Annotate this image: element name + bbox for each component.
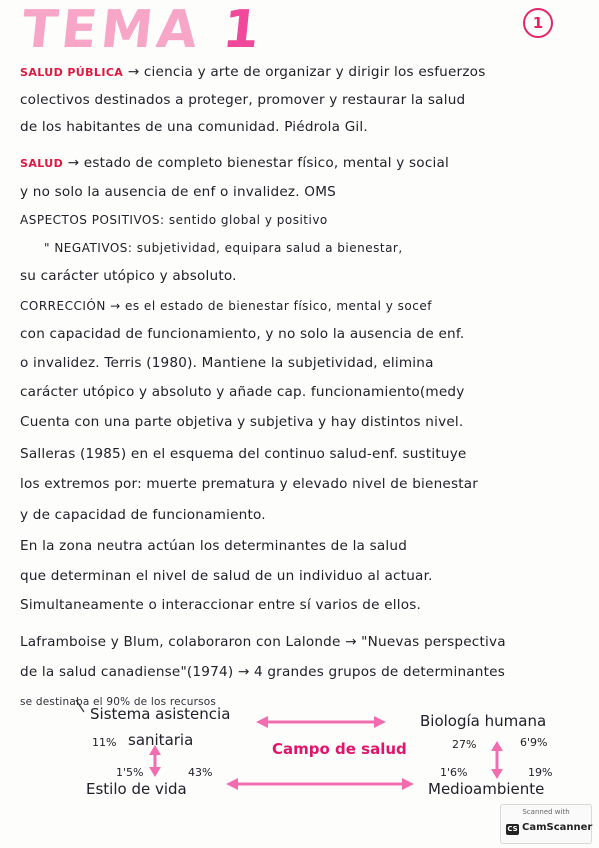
text-line: Laframboise y Blum, colaboraron con Lalonde → "Nuevas perspectiva xyxy=(20,634,506,650)
percent-value: 1'5% xyxy=(116,766,144,779)
camscanner-watermark xyxy=(500,804,592,844)
title-number: 1 xyxy=(219,0,267,60)
percent-value: 27% xyxy=(452,738,477,751)
text-line: con capacidad de funcionamiento, y no solo la ausencia de enf. xyxy=(20,326,465,342)
term-salud-publica: SALUD PÚBLICA xyxy=(20,66,124,79)
text-line: Salleras (1985) en el esquema del continuo salud-enf. sustituye xyxy=(20,446,467,462)
label-estilo-de-vida: Estilo de vida xyxy=(86,780,187,798)
text-line: Simultaneamente o interaccionar entre sí varios de ellos. xyxy=(20,597,422,613)
text-line: ASPECTOS POSITIVOS: sentido global y positivo xyxy=(20,213,328,227)
text-line: En la zona neutra actúan los determinantes de la salud xyxy=(20,538,408,554)
arrowhead-down xyxy=(149,767,161,777)
camscanner-logo-icon: CS xyxy=(507,825,518,833)
arrowhead-left xyxy=(256,716,268,728)
arrowhead-down xyxy=(491,769,503,779)
text-line: que determinan el nivel de salud de un individuo al actuar. xyxy=(20,568,433,584)
arrowhead-right xyxy=(402,778,414,790)
watermark-brand: CamScanner xyxy=(522,822,593,833)
note-pointer-arrow xyxy=(76,700,84,712)
definition-text: → ciencia y arte de organizar y dirigir los esfuerzos xyxy=(127,64,486,80)
definition-text: → estado de completo bienestar físico, mental y social xyxy=(67,155,449,171)
arrowhead-right xyxy=(374,716,386,728)
percent-value: 6'9% xyxy=(520,736,548,749)
label-medioambiente: Medioambiente xyxy=(428,780,545,798)
text-line: CORRECCIÓN → es el estado de bienestar físico, mental y socef xyxy=(20,299,432,313)
text-line: y no solo la ausencia de enf o invalidez. OMS xyxy=(20,184,336,200)
arrowhead-up xyxy=(491,741,503,751)
percent-value: 11% xyxy=(92,736,117,749)
text-line: su carácter utópico y absoluto. xyxy=(20,268,237,284)
watermark-caption: Scanned with xyxy=(522,808,570,816)
text-line: los extremos por: muerte prematura y elevado nivel de bienestar xyxy=(20,476,479,492)
text-line: de la salud canadiense"(1974) → 4 grandes grupos de determinantes xyxy=(20,664,505,680)
text-line: de los habitantes de una comunidad. Piédrola Gil. xyxy=(20,119,368,135)
text-line: Cuenta con una parte objetiva y subjetiva y hay distintos nivel. xyxy=(20,414,464,430)
label-sanitaria: sanitaria xyxy=(128,731,194,749)
label-biologia-humana: Biología humana xyxy=(420,712,547,730)
label-campo-de-salud: Campo de salud xyxy=(272,740,407,758)
text-line: y de capacidad de funcionamiento. xyxy=(20,507,266,523)
text-line: carácter utópico y absoluto y añade cap. funcionamiento(medy xyxy=(20,384,465,400)
percent-value: 19% xyxy=(528,766,553,779)
text-line: o invalidez. Terris (1980). Mantiene la subjetividad, elimina xyxy=(20,355,434,371)
title-word: TEMA xyxy=(18,0,227,60)
label-sistema-asistencia: Sistema asistencia xyxy=(90,705,231,723)
arrowhead-left xyxy=(226,778,238,790)
page-number-badge: 1 xyxy=(523,8,553,38)
text-line: colectivos destinados a proteger, promover y restaurar la salud xyxy=(20,92,466,108)
annotation-note: se destinaba el 90% de los recursos xyxy=(20,696,217,708)
percent-value: 43% xyxy=(188,766,213,779)
percent-value: 1'6% xyxy=(440,766,468,779)
text-line: " NEGATIVOS: subjetividad, equipara salud a bienestar, xyxy=(44,241,403,255)
term-salud: SALUD xyxy=(20,157,64,170)
